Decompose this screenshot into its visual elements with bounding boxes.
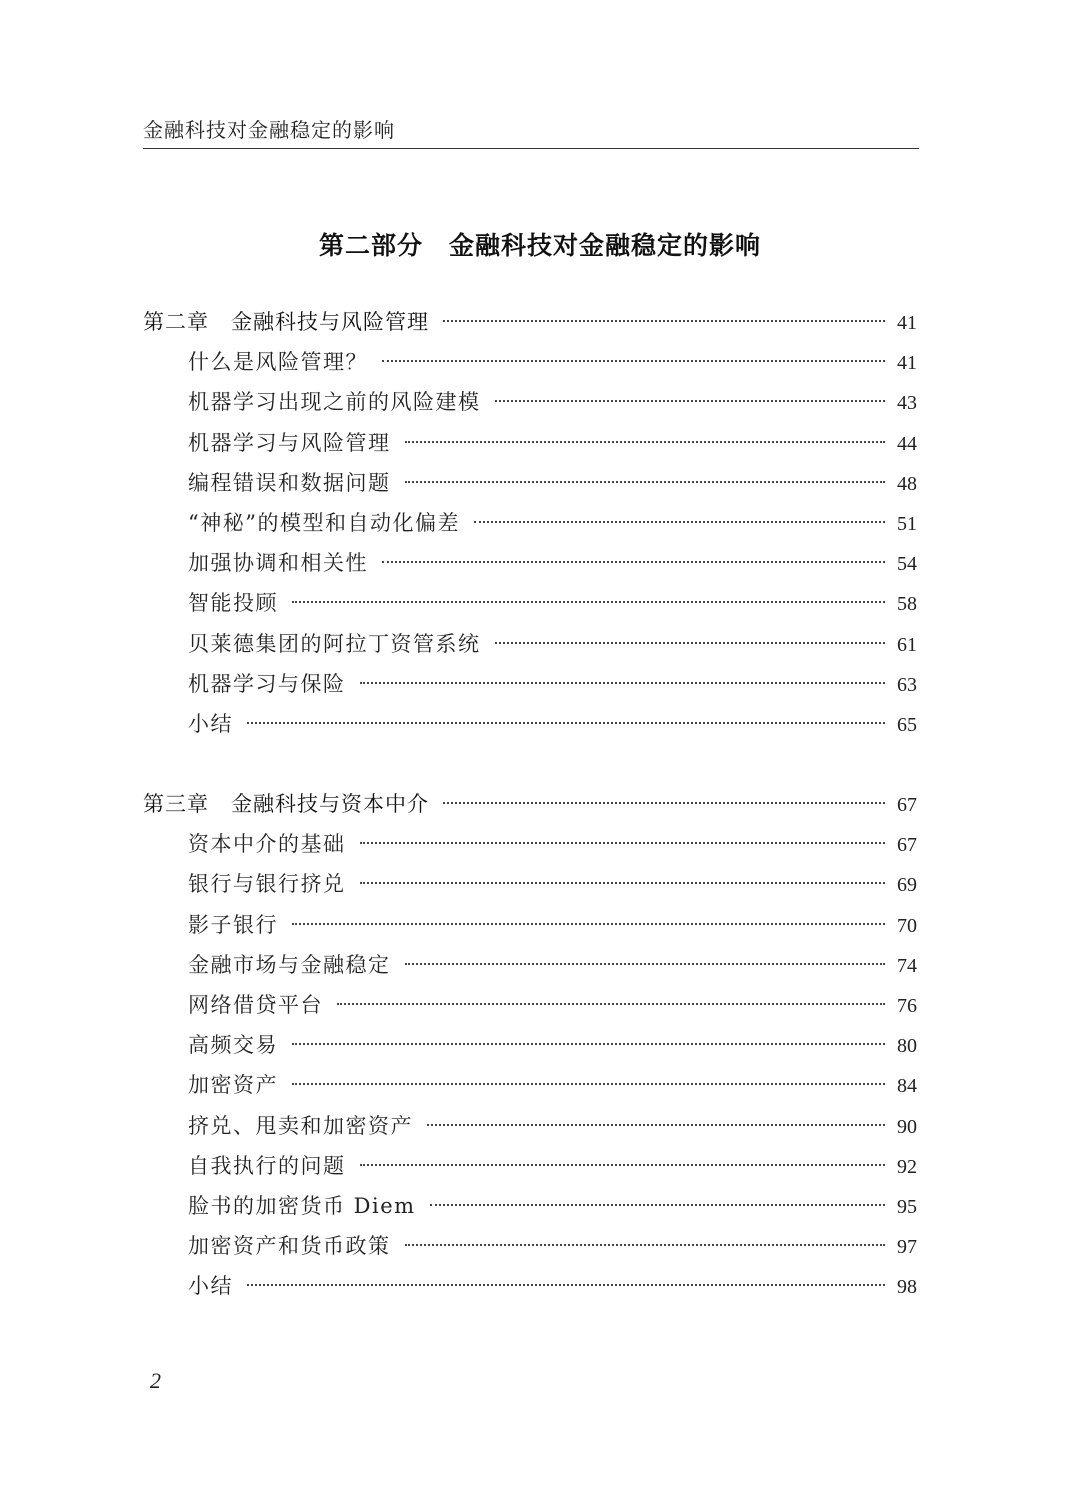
section-title: 资本中介的基础 [188,832,346,857]
dot-leader [360,842,886,844]
dot-leader [382,360,885,362]
section-entry[interactable] [143,1106,917,1146]
page-number: 67 [897,834,917,857]
section-title: 机器学习出现之前的风险建模 [188,390,481,415]
section-entry[interactable] [143,945,917,985]
section-title: 智能投顾 [188,591,278,616]
dot-leader [405,441,886,443]
table-of-contents [143,302,917,1347]
part-title: 第二部分 金融科技对金融稳定的影响 [318,231,761,260]
section-entry[interactable] [143,624,917,664]
page-number: 76 [897,995,917,1017]
page-number: 74 [897,954,917,977]
chapter-block [143,302,917,744]
dot-leader [247,722,885,724]
section-title: 网络借贷平台 [188,993,323,1017]
section-title: 编程错误和数据问题 [188,470,391,495]
page-number: 98 [897,1276,917,1299]
header-rule [143,148,919,149]
page-number: 51 [897,512,917,535]
page-number: 63 [897,673,917,696]
page-number: 97 [897,1236,917,1259]
section-entry[interactable] [143,1226,917,1266]
section-title: 影子银行 [188,912,278,937]
dot-leader [495,642,886,644]
section-title: 什么是风险管理？ [188,350,368,375]
page-number: 90 [897,1115,917,1138]
dot-leader [427,1124,885,1126]
dot-leader [495,400,886,402]
dot-leader [405,963,886,965]
dot-leader [443,320,885,322]
dot-leader [247,1284,885,1286]
dot-leader [360,882,886,884]
section-entry[interactable] [143,1065,917,1105]
section-entry[interactable] [143,382,917,422]
chapter-title: 金融科技与资本中介 [231,792,429,817]
page-number: 41 [897,312,917,334]
chapter-entry[interactable] [143,784,917,824]
section-entry[interactable] [143,985,917,1025]
section-entry[interactable] [143,864,917,904]
section-entry[interactable] [143,1146,917,1186]
section-entry[interactable] [143,543,917,583]
section-title: 自我执行的问题 [188,1153,346,1178]
dot-leader [292,1083,885,1085]
dot-leader [430,1204,885,1206]
section-title: 小结 [188,1274,233,1299]
section-entry[interactable] [143,342,917,382]
page-number: 69 [897,874,917,897]
section-entry[interactable] [143,664,917,704]
section-entry[interactable] [143,583,917,623]
page-number: 44 [897,432,917,455]
section-entry[interactable] [143,905,917,945]
section-title: 脸书的加密货币 Diem [188,1193,416,1218]
page-number: 48 [897,472,917,495]
section-title: 银行与银行挤兑 [188,872,346,897]
section-entry[interactable] [143,463,917,503]
section-entry[interactable] [143,704,917,744]
page-number: 41 [897,352,917,375]
section-entry[interactable] [143,824,917,864]
dot-leader [292,1043,885,1045]
page-folio: 2 [150,1368,161,1393]
chapter-block [143,784,917,1306]
section-title: 高频交易 [188,1033,278,1058]
running-header: 金融科技对金融稳定的影响 [143,118,395,142]
page-number: 92 [897,1155,917,1178]
page-number: 67 [897,794,917,817]
section-entry[interactable] [143,1186,917,1226]
section-title: 机器学习与风险管理 [188,430,391,455]
dot-leader [360,682,886,684]
dot-leader [337,1003,885,1005]
dot-leader [474,521,885,523]
page-number: 61 [897,633,917,656]
page-number: 65 [897,713,917,736]
section-title: 挤兑、甩卖和加密资产 [188,1113,413,1138]
page-number: 95 [897,1195,917,1218]
section-title: 加密资产和货币政策 [188,1234,391,1259]
dot-leader [443,802,885,804]
dot-leader [292,601,885,603]
section-title: 机器学习与保险 [188,671,346,696]
dot-leader [405,481,886,483]
dot-leader [405,1244,886,1246]
page-number: 54 [897,553,917,576]
dot-leader [382,561,885,563]
section-title: 贝莱德集团的阿拉丁资管系统 [188,631,481,656]
section-entry[interactable] [143,503,917,543]
page-number: 43 [897,392,917,415]
dot-leader [360,1164,886,1166]
page-number: 58 [897,593,917,616]
section-title: 加密资产 [188,1073,278,1098]
chapter-number: 第二章 [143,310,209,334]
page-number: 84 [897,1075,917,1098]
chapter-entry[interactable] [143,302,917,342]
dot-leader [292,923,885,925]
section-entry[interactable] [143,1025,917,1065]
section-title: 加强协调和相关性 [188,551,368,576]
chapter-title: 金融科技与风险管理 [231,310,429,334]
page-number: 80 [897,1035,917,1058]
chapter-number: 第三章 [143,792,209,817]
section-entry[interactable] [143,423,917,463]
section-entry[interactable] [143,1266,917,1306]
section-title: “神秘”的模型和自动化偏差 [188,510,460,535]
section-title: 小结 [188,711,233,736]
section-title: 金融市场与金融稳定 [188,952,391,977]
page-number: 70 [897,914,917,937]
